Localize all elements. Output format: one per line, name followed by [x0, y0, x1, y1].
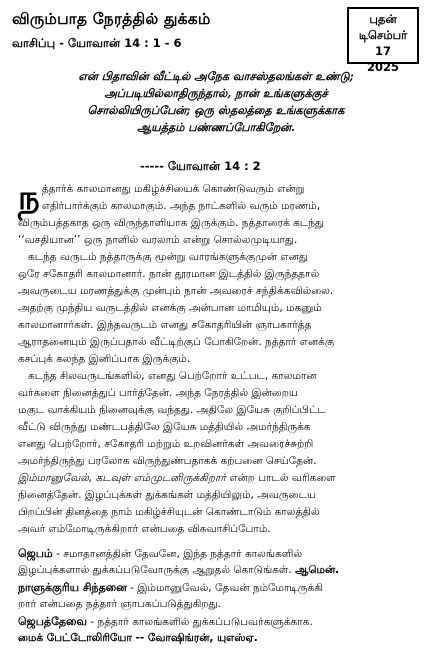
body-line: அதற்கு முந்திய வருடத்தில் எனக்கு அன்பான மாமியும், மகனும்	[18, 302, 322, 314]
verse-line: அப்படியில்லாதிருந்தால், நான் உங்களுக்குச்	[104, 86, 328, 100]
verse-line: சொல்லியிருப்பேன்; ஒரு ஸ்தலத்தை உங்களுக்காக	[87, 103, 345, 117]
key-verse	[18, 68, 414, 136]
drop-cap: ந	[18, 178, 40, 218]
body-paragraph-2	[18, 249, 418, 368]
verse-line: ஆயத்தம் பண்ணப்போகிறேன்.	[137, 120, 295, 134]
body-line: அவருடைய மரணத்துக்கு முன்பும் நான் அவரைச் சந்திக்கவில்லை.	[18, 285, 334, 297]
amen: ஆமென்.	[295, 564, 340, 576]
body-line: கடந்த சிலவருடங்களில், எனது பெற்றோர் உட்பட, காலமான	[28, 370, 317, 382]
author-line: மைக் பேட்டோலிரியோ -- வோஷிங்ரன், யுஎஸ்ஏ.	[18, 632, 258, 644]
body-line: த்தார்க் காலமானது மகிழ்ச்சியைக் கொண்டுவரும் என்று	[41, 183, 305, 195]
body-line: ஆராதனையும் இருப்பதால் வீட்டிற்குப் போகிறேன். நத்தார் எனக்கு	[18, 336, 335, 348]
prayer-text: - சமாதானத்தின் தேவனே, இந்த நத்தார் காலங்களில்	[52, 548, 303, 560]
body-line: காலமானார்கள். இந்தவருடம் எனது சகோதரியின் ஞாபகார்த்த	[18, 319, 312, 331]
body-line: அவர் எம்மோடிருக்கிறார் என்பதை விசுவாசிப்போம்.	[18, 523, 271, 535]
prayer-line	[18, 545, 418, 562]
request-label: ஜெபத்தேவை	[18, 615, 87, 628]
date-month: டிசெம்பர் 17	[358, 28, 408, 58]
body-text: என்ற பாடல் வரிகளை	[226, 472, 336, 484]
thought-text: - இம்மானுவேல், தேவன் நம்மோடிருக்கி	[126, 582, 323, 594]
body-line: வர்களை நினைத்துப் பார்த்தேன். அந்த நேரத்தில் இன்றைய	[18, 387, 298, 399]
body-line: விரும்பத்தகாத ஒரு விருந்தாளியாக இருக்கும். நத்தாரைக் கடந்து	[18, 217, 325, 229]
body-paragraph-1	[18, 178, 418, 249]
footer-section	[18, 545, 418, 647]
body-line: நினைத்தேன். இழப்புக்கள் துக்கங்கள் மத்தியிலும், அவருடைய	[18, 489, 316, 501]
body-line: ‘‘வசதியான’’ ஒரு நாளில் வரலாம் என்று சொல்லமுடியாது.	[18, 234, 298, 246]
body-line: கடந்த வருடம் நத்தாருக்கு மூன்று வாரங்களுக்குமுன் எனது	[28, 251, 308, 263]
body-line: அமர்ந்திருந்து பரலோக விருந்துண்பதாகக் கற்பனை செய்தேன்.	[18, 455, 317, 467]
verse-line: என் பிதாவின் வீட்டில் அநேக வாசஸ்தலங்கள் உண்டு;	[78, 69, 354, 83]
body-line: எனது பெற்றோர், சகோதரி மற்றும் உறவினர்கள் அவரைச்சுற்றி	[18, 438, 314, 450]
prayer-label: ஜெபம்	[18, 547, 53, 560]
date-year: 2025	[366, 60, 399, 74]
page-title: விரும்பாத நேரத்தில் துக்கம்	[12, 10, 211, 28]
prayer-text: இழப்புக்களால் துக்கப்படுவோருக்கு ஆறுதல் கொடுங்கள்.	[18, 564, 296, 576]
scripture-reading: வாசிப்பு - யோவான் 14 : 1 - 6	[12, 36, 182, 50]
thought-line	[18, 579, 418, 596]
date-day: புதன்	[369, 12, 397, 26]
request-line	[18, 613, 418, 630]
body-line: பிறப்பின் தினத்தை நாம் மகிழ்ச்சியுடன் கொண்டாடும் காலத்தில்	[18, 506, 320, 518]
prayer-line	[18, 562, 418, 579]
body-line: வீட்டு விருந்து மண்டபத்திலே இயேசு மத்தியில் அமர்ந்திருக்க	[18, 421, 311, 433]
body-line: கசப்புக் கலந்த இனிப்பாக இருக்கும்.	[18, 353, 191, 365]
body-line: எதிர்பார்க்கும் காலமாகும். அந்த நாட்களில் வரும் மரணம்,	[41, 200, 321, 212]
body-line: ஒரே சகோதரி காலமானார். நான் தூரமான இடத்தில் இருந்ததால்	[18, 268, 320, 280]
body-paragraph-3	[18, 368, 418, 538]
date-box	[347, 7, 419, 74]
request-text: - நத்தார் காலங்களில் துக்கப்படுபவர்களுக்காக.	[87, 616, 313, 628]
thought-line: றார் என்பதை நத்தார் ஞாபகப்படுத்துகிறது.	[18, 598, 221, 610]
song-title: இம்மானுவேல், கடவுள் எம்முடனிருக்கிறார்	[18, 472, 226, 484]
body-line	[18, 470, 418, 487]
body-line: மகுட வாக்கியம் நினைவுக்கு வந்தது. அதிலே இயேசு குறிப்பிட்ட	[18, 404, 326, 416]
verse-reference: ----- யோவான் 14 : 2	[140, 159, 261, 173]
thought-label: நாளுக்குரிய சிந்தனை	[18, 581, 127, 594]
